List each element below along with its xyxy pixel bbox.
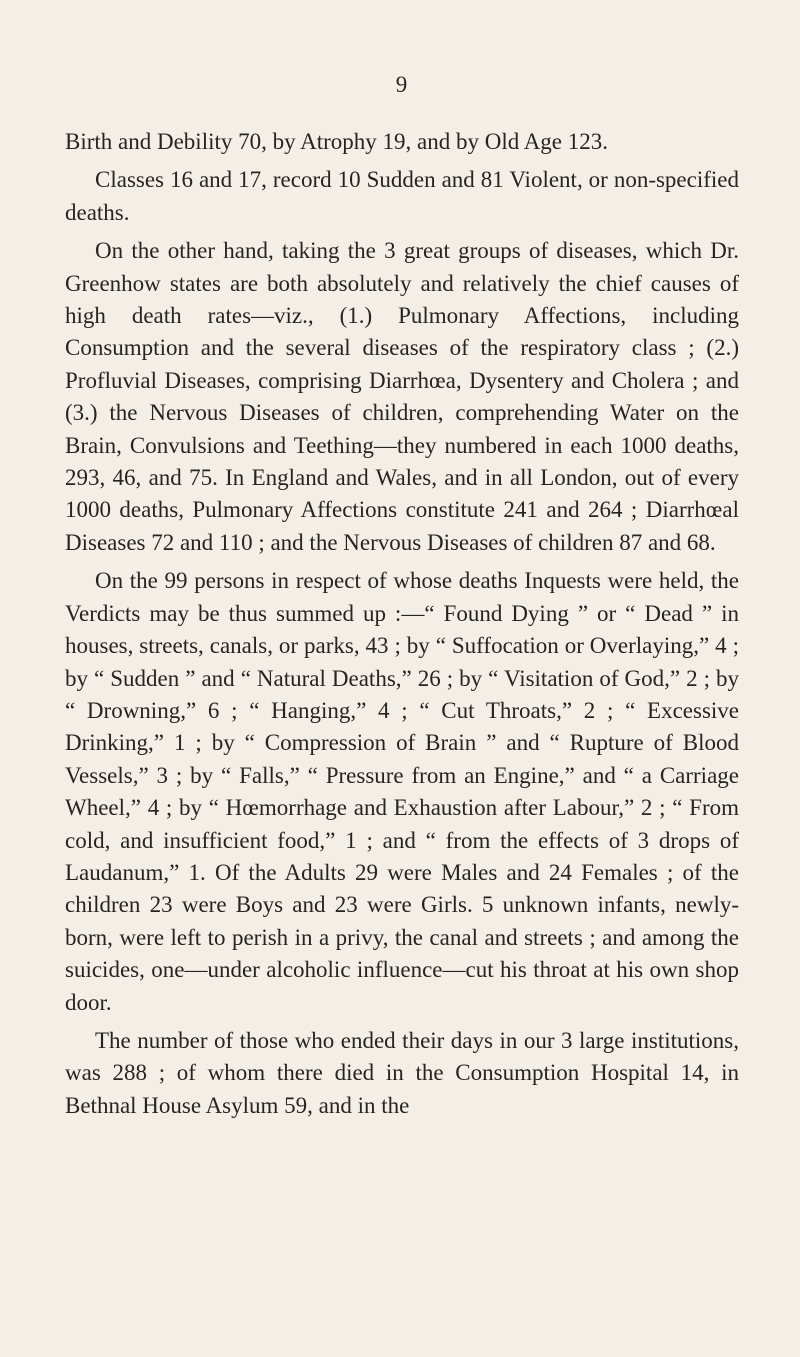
- page-number: 9: [395, 72, 409, 97]
- paragraph-inquests: On the 99 persons in respect of whose deaths Inquests were held, the Verdicts may be thus summed up :—“ Found Dying ” or “ Dead ” in houses, streets, canals, or parks, 43 ; by “ Suffocation or Overlaying,” 4 ; by “ Sudden ” and “ Natural Deaths,” 26 ; by “ Visitation of God,” 2 ; by “ Drowning,” 6 ; “ Hanging,” 4 ; “ Cut Throats,” 2 ; “ Excessive Drinking,” 1 ; by “ Compression of Brain ” and “ Rupture of Blood Vessels,” 3 ; by “ Falls,” “ Pressure from an Engine,” and “ a Carriage Wheel,” 4 ; by “ Hœmorrhage and Exhaustion after Labour,” 2 ; “ From cold, and insufficient food,” 1 ; and “ from the effects of 3 drops of Laudanum,” 1. Of the Adults 29 were Males and 24 Females ; of the children 23 were Boys and 23 were Girls. 5 unknown infants, newly-born, were left to perish in a privy, the canal and streets ; and among the suicides, one—under alcoholic influence—cut his throat at his own shop door.: [65, 568, 739, 1015]
- paragraph-classes: Classes 16 and 17, record 10 Sudden and 81 Violent, or non-specified deaths.: [65, 167, 739, 225]
- paragraph-institutions: The number of those who ended their days in our 3 large institutions, was 288 ; of whom there died in the Consumption Hospital 14, in Bethnal House Asylum 59, and in the: [65, 1027, 739, 1118]
- paragraph-continuation: Birth and Debility 70, by Atrophy 19, and by Old Age 123.: [65, 129, 609, 154]
- paragraph-disease-groups: On the other hand, taking the 3 great groups of diseases, which Dr. Greenhow states are both absolutely and relatively the chief causes of high death rates—viz., (1.) Pulmonary Affections, including Consumption and the several diseases of the respiratory class ; (2.) Profluvial Diseases, comprising Diarrhœa, Dysentery and Cholera ; and (3.) the Nervous Diseases of children, comprehending Water on the Brain, Convulsions and Teething—they numbered in each 1000 deaths, 293, 46, and 75. In England and Wales, and in all London, out of every 1000 deaths, Pulmonary Affections constitute 241 and 264 ; Diarrhœal Diseases 72 and 110 ; and the Nervous Diseases of children 87 and 68.: [65, 238, 739, 555]
- document-page: [65, 70, 739, 1122]
